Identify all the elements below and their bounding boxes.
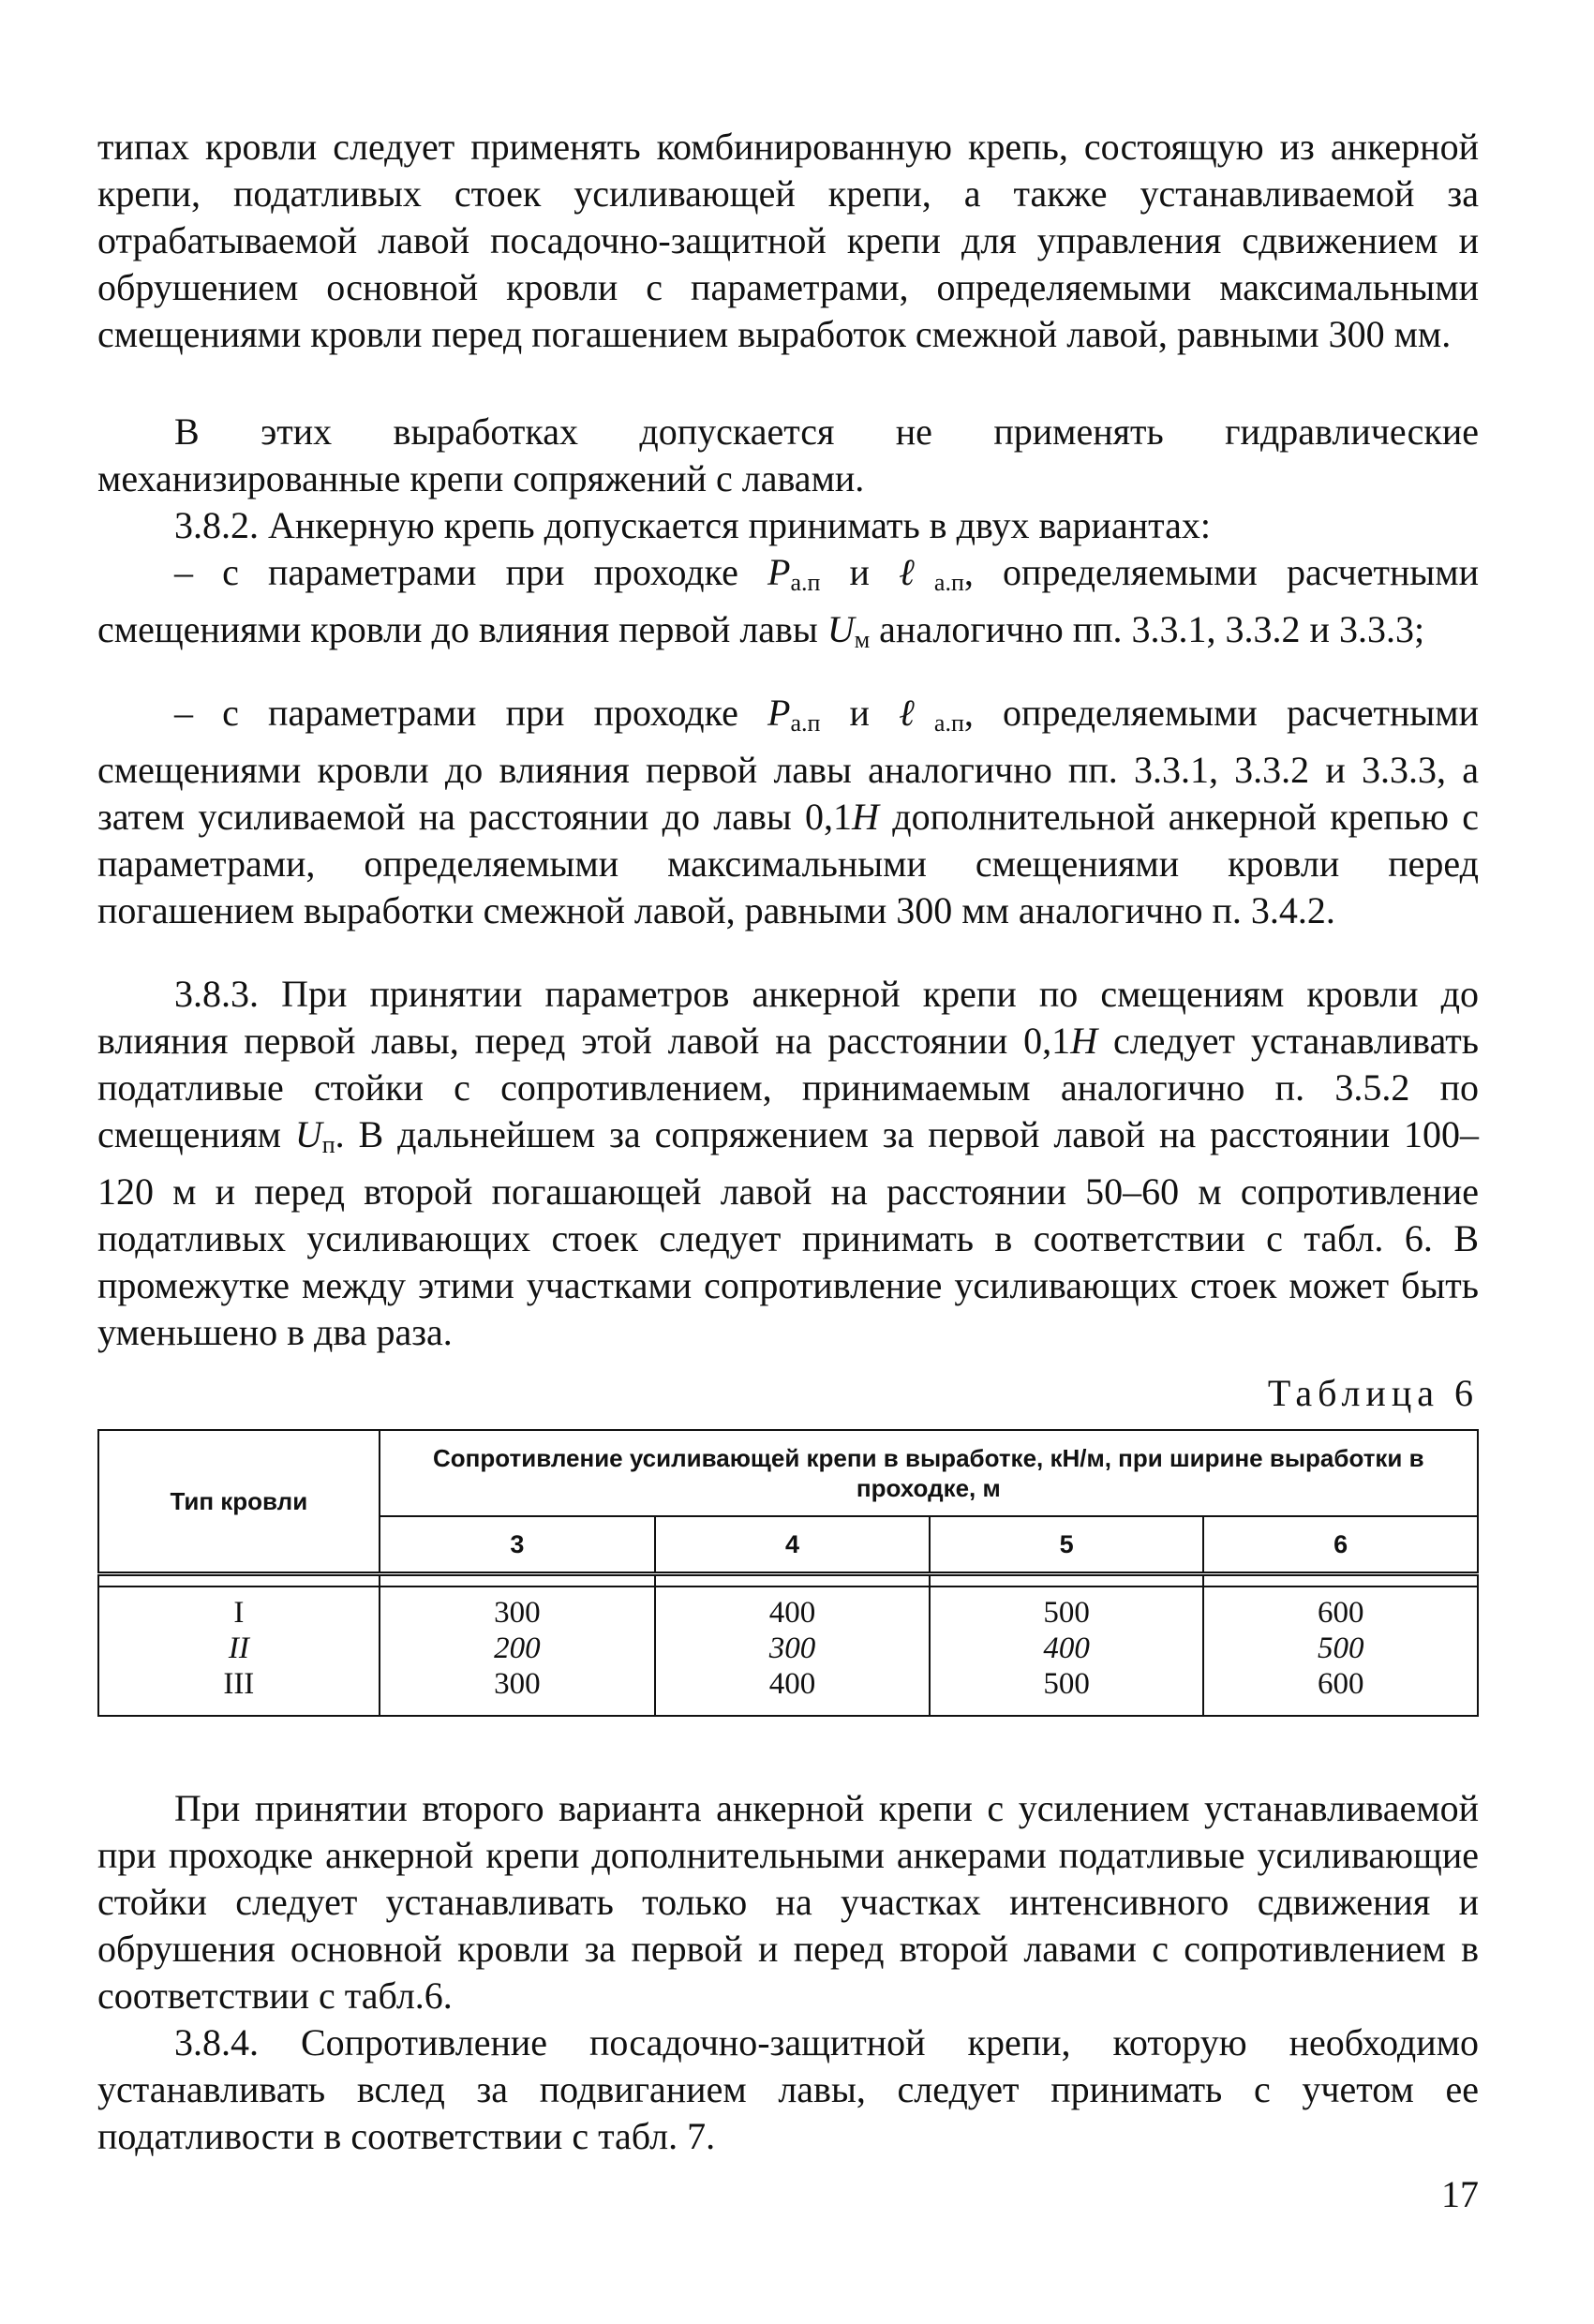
paragraph-3-8-4 bbox=[97, 2019, 1479, 2160]
paragraph-variant-1 bbox=[97, 549, 1479, 663]
paragraph-text: типах кровли следует применять комбинированную крепь, состоящую из анкерной крепи, податливых стоек усиливающей крепи, а также устанавливаемой за отрабатываемой лавой посадочно-защитной крепи для управления сдвижением и обрушением основной кровли с параметрами, определяемыми максимальными смещениями кровли перед погашением выработок смежной лавой, равными 300 мм. bbox=[97, 126, 1479, 355]
symbol-p: P bbox=[767, 692, 791, 734]
table-cell: 400 bbox=[1043, 1631, 1090, 1665]
table-cell: 300 bbox=[494, 1667, 541, 1701]
subscript: а.п bbox=[790, 709, 821, 737]
subscript: а.п bbox=[790, 569, 821, 596]
text-run: следует устанавливать податливые стойки с сопротивлением, принимаемым аналогично п. 3.5.2 по смещениям bbox=[97, 1020, 1479, 1155]
paragraph-hydraulic bbox=[97, 409, 1479, 502]
subscript: а.п bbox=[933, 569, 964, 596]
table-cell: 500 bbox=[1043, 1596, 1090, 1630]
paragraph-intro bbox=[97, 124, 1479, 358]
table-cell: 400 bbox=[768, 1596, 816, 1630]
symbol-u: U bbox=[827, 608, 855, 650]
table-cell: 300 bbox=[494, 1596, 541, 1630]
text-run: – с параметрами при проходке bbox=[174, 692, 767, 734]
subscript: м bbox=[854, 626, 871, 653]
symbol-u: U bbox=[294, 1113, 322, 1155]
header-resistance: Сопротивление усиливающей крепи в выработке, кН/м, при ширине выработки в проходке, м bbox=[380, 1430, 1478, 1516]
page-number: 17 bbox=[1441, 2173, 1479, 2215]
text-run: и bbox=[820, 692, 900, 734]
table-caption: Таблица 6 bbox=[1267, 1372, 1479, 1414]
text-run: , определяемыми расчетными смещениями кровли до влияния первой лавы bbox=[97, 551, 1479, 650]
width-6-cell bbox=[1203, 1587, 1478, 1716]
paragraph-text: 3.8.4. Сопротивление посадочно-защитной крепи, которую необходимо устанавливать вслед за подвиганием лавы, следует принимать с учетом ее податливости в соответствии с табл. 7. bbox=[97, 2021, 1479, 2157]
table-cell: 600 bbox=[1317, 1667, 1364, 1701]
width-3-cell bbox=[380, 1587, 656, 1716]
symbol-p: P bbox=[767, 551, 791, 593]
table-cell: III bbox=[223, 1667, 255, 1701]
subscript: а.п bbox=[933, 709, 964, 737]
header-width: 5 bbox=[930, 1516, 1204, 1574]
resistance-table bbox=[97, 1429, 1479, 1717]
table-cell: 600 bbox=[1317, 1596, 1364, 1630]
table-cell: 500 bbox=[1043, 1667, 1090, 1701]
table-body-row bbox=[98, 1587, 1478, 1716]
paragraph-second-variant bbox=[97, 1785, 1479, 2019]
paragraph-3-8-2 bbox=[97, 502, 1479, 549]
text-run: аналогично пп. 3.3.1, 3.3.2 и 3.3.3; bbox=[870, 608, 1425, 650]
symbol-h: H bbox=[1070, 1020, 1098, 1062]
table-cell: 300 bbox=[768, 1631, 816, 1665]
symbol-l: ℓ bbox=[899, 692, 934, 734]
paragraph-text: В этих выработках допускается не применять гидравлические механизированные крепи сопряжений с лавами. bbox=[97, 410, 1479, 499]
paragraph-3-8-3 bbox=[97, 971, 1479, 1356]
text-run: 3.8.3. При принятии параметров анкерной крепи по смещениям кровли до влияния первой лавы, перед этой лавой на расстоянии 0,1 bbox=[97, 973, 1479, 1062]
table-cell: 200 bbox=[494, 1631, 541, 1665]
text-run: – с параметрами при проходке bbox=[174, 551, 767, 593]
symbol-l: ℓ bbox=[899, 551, 934, 593]
text-run: и bbox=[820, 551, 900, 593]
header-roof-type: Тип кровли bbox=[98, 1430, 380, 1574]
header-width: 3 bbox=[380, 1516, 656, 1574]
table-cell: 400 bbox=[768, 1667, 816, 1701]
header-width: 6 bbox=[1203, 1516, 1478, 1574]
table-header-row bbox=[98, 1430, 1478, 1516]
width-5-cell bbox=[930, 1587, 1204, 1716]
roof-type-cell bbox=[98, 1587, 380, 1716]
table-cell: I bbox=[233, 1596, 245, 1630]
subscript: п bbox=[321, 1131, 335, 1158]
table-cell: 500 bbox=[1317, 1631, 1364, 1665]
header-width: 4 bbox=[655, 1516, 930, 1574]
text-run: , определяемыми расчетными смещениями кровли до влияния первой лавы аналогично пп. 3.3.1, 3.3.2 и 3.3.3, а затем усиливаемой на расстоянии до лавы 0,1 bbox=[97, 692, 1479, 838]
width-4-cell bbox=[655, 1587, 930, 1716]
symbol-h: H bbox=[852, 796, 879, 838]
paragraph-text: При принятии второго варианта анкерной крепи с усилением устанавливаемой при проходке анкерной крепи дополнительными анкерами податливые усиливающие стойки следует устанавливать только на участках интенсивного сдвижения и обрушения основной кровли за первой и перед второй лавами с сопротивлением в соответствии с табл.6. bbox=[97, 1787, 1479, 2017]
text-run: дополнительной анкерной крепью с параметрами, определяемыми максимальными смещениями кровли перед погашением выработки смежной лавой, равными 300 мм аналогично п. 3.4.2. bbox=[97, 796, 1479, 931]
table-separator bbox=[98, 1574, 1478, 1587]
text-run: . В дальнейшем за сопряжением за первой лавой на расстоянии 100–120 м и перед второй погашающей лавой на расстоянии 50–60 м сопротивление податливых усиливающих стоек следует принимать в соответствии с табл. 6. В промежутке между этими участками сопротивление усиливающих стоек может быть уменьшено в два раза. bbox=[97, 1113, 1480, 1353]
table-cell: II bbox=[228, 1631, 249, 1665]
paragraph-text: 3.8.2. Анкерную крепь допускается принимать в двух вариантах: bbox=[174, 504, 1211, 546]
paragraph-variant-2 bbox=[97, 690, 1479, 934]
